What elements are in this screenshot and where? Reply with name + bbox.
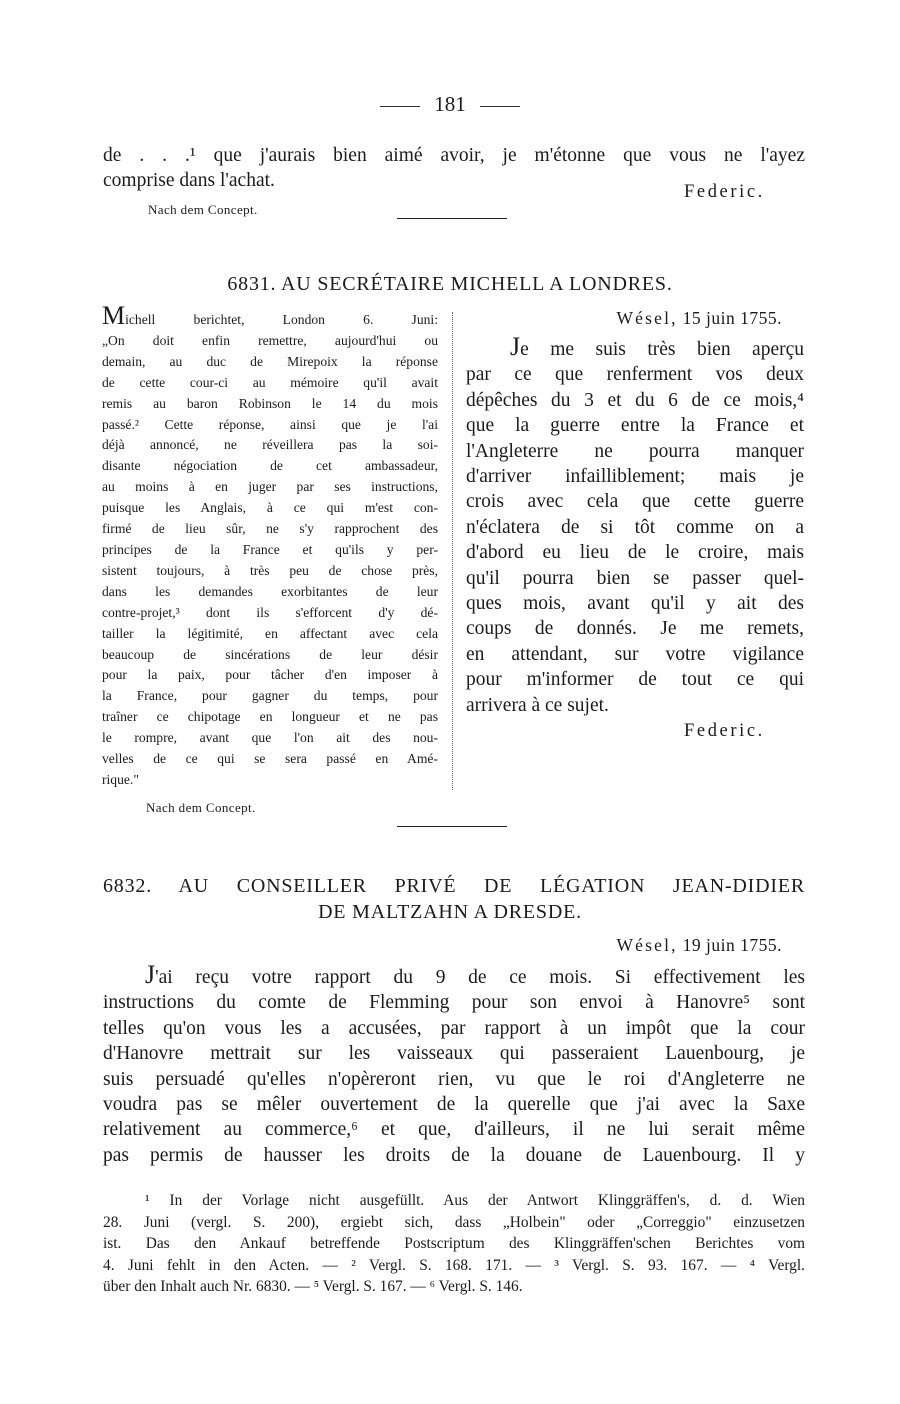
summary-line: le rompre, avant que l'on ait des nou- [102, 730, 438, 746]
section-divider-2 [397, 826, 507, 827]
page-number-dash-right [480, 106, 520, 107]
footnote-line: über den Inhalt auch Nr. 6830. — ⁵ Vergl. S. 167. — ⁶ Vergl. S. 146. [103, 1278, 523, 1296]
column-separator [452, 312, 453, 790]
summary-line: traîner ce chipotage en longueur et ne pas [102, 709, 438, 725]
letter-line: relativement au commerce,⁶ et que, d'ailleurs, il ne lui serait même [103, 1119, 805, 1141]
letter-line: dépêches du 3 et du 6 de ce mois,⁴ [466, 389, 804, 411]
summary-line: principes de la France et qu'ils y per- [102, 541, 438, 557]
summary-line: rique." [102, 771, 139, 787]
letter-line: telles qu'on vous les a accusées, par rapport à un impôt que la cour [103, 1017, 805, 1039]
footnote-line: ¹ In der Vorlage nicht ausgefüllt. Aus der Antwort Klinggräffen's, d. d. Wien [145, 1192, 805, 1209]
summary-line: velles de ce qui se sera passé en Amé- [102, 751, 438, 767]
summary-line: demain, au duc de Mirepoix la réponse [102, 353, 438, 369]
summary-line: tailler la légitimité, en affectant avec cela [102, 625, 438, 641]
summary-line: contre-projet,³ dont ils s'efforcent d'y dé- [102, 604, 438, 620]
summary-line: la France, pour gagner du temps, pour [102, 688, 438, 704]
dateline-place: Wésel, [616, 308, 678, 328]
page-number [0, 92, 900, 117]
section-divider-1 [397, 218, 507, 219]
footnote-line: 28. Juni (vergl. S. 200), ergiebt sich, dass „Holbein" oder „Correggio" einzusetzen [103, 1213, 805, 1231]
letter-line: d'Hanovre mettrait sur les vaisseaux qui passeraient Lauenbourg, je [103, 1043, 805, 1065]
summary-line: puisque les Anglais, à ce qui m'est con- [102, 500, 438, 516]
letter-6831-source-note: Nach dem Concept. [146, 800, 256, 815]
letter-line: en attendant, sur votre vigilance [466, 643, 804, 665]
letter-line: pas permis de hausser les droits de la douane de Lauenbourg. Il y [103, 1144, 805, 1166]
letter-line-text: 'ai reçu votre rapport du 9 de ce mois. Si effectivement les [155, 967, 805, 988]
letter-line: crois avec cela que cette guerre [466, 491, 804, 513]
page-number-dash-left [380, 106, 420, 107]
letter-6832-text [103, 962, 805, 1168]
summary-line: firmé de lieu sûr, ne s'y rapprochent des [102, 521, 438, 537]
dateline-date: 19 juin 1755. [682, 935, 782, 955]
letter-line: n'éclatera de si tôt comme on a [466, 516, 804, 538]
carryover-source-note: Nach dem Concept. [148, 202, 258, 217]
summary-line: beaucoup de sincérations de leur désir [102, 646, 438, 662]
summary-line: de cette cour-ci au mémoire qu'il avait [102, 374, 438, 390]
summary-line: „On doit enfin remettre, aujourd'hui ou [102, 332, 438, 348]
footnote-line: ist. Das den Ankauf betreffende Postscriptum des Klinggräffen'schen Berichtes vom [103, 1235, 805, 1253]
letter-line: arrivera à ce sujet. [466, 694, 609, 716]
summary-line: passé.² Cette réponse, ainsi que je l'ai [102, 416, 438, 432]
summary-line: déjà annoncé, ne réveillera pas la soi- [102, 437, 438, 453]
carryover-line-2: comprise dans l'achat. [103, 170, 275, 191]
summary-line: sistent toujours, à très peu de chose près, [102, 562, 438, 578]
page-number-text: 181 [434, 92, 466, 116]
letter-line-text: e me suis très bien aperçu [520, 339, 804, 360]
letter-initial: J [145, 960, 156, 989]
summary-line: pour la paix, pour tâcher d'en imposer à [102, 667, 438, 683]
letter-6832-dateline [466, 935, 782, 956]
letter-6832-heading-line-1: 6832. AU CONSEILLER PRIVÉ DE LÉGATION JEAN-DIDIER [103, 875, 805, 897]
letter-line: d'arriver infailliblement; mais je [466, 466, 804, 488]
letter-line: pour m'informer de tout ce qui [466, 669, 804, 691]
letter-6832-heading-line-2: DE MALTZAHN A DRESDE. [318, 901, 582, 923]
carryover-line-1: de . . .¹ que j'aurais bien aimé avoir, je m'étonne que vous ne l'ayez [103, 145, 805, 166]
letter-line: que la guerre entre la France et [466, 415, 804, 437]
letter-6831-summary [102, 301, 438, 791]
letter-line: instructions du comte de Flemming pour son envoi à Hanovre⁵ sont [103, 992, 805, 1014]
letter-line: coups de donnés. Je me remets, [466, 618, 804, 640]
dateline-date: 15 juin 1755. [682, 308, 782, 328]
letter-line: l'Angleterre ne pourra manquer [466, 440, 804, 462]
letter-line: d'abord eu lieu de le croire, mais [466, 542, 804, 564]
carryover-signature: Federic. [684, 182, 765, 202]
summary-initial: M [102, 301, 126, 330]
letter-6831-heading: 6831. AU SECRÉTAIRE MICHELL A LONDRES. [227, 273, 673, 295]
summary-line-text: ichell berichtet, London 6. Juni: [125, 312, 438, 327]
summary-line: dans les demandes exorbitantes de leur [102, 583, 438, 599]
letter-line: ques mois, avant qu'il y ait des [466, 593, 804, 615]
dateline-place: Wésel, [616, 935, 678, 955]
footnotes [103, 1190, 805, 1298]
letter-6831-dateline [466, 308, 782, 329]
letter-line: qu'il pourra bien se passer quel- [466, 567, 804, 589]
footnote-line: 4. Juni fehlt in den Acten. — ² Vergl. S. 168. 171. — ³ Vergl. S. 93. 167. — ⁴ Vergl. [103, 1256, 805, 1274]
summary-line: disante négociation de cet ambassadeur, [102, 458, 438, 474]
summary-line: remis au baron Robinson le 14 du mois [102, 395, 438, 411]
letter-line: voudra pas se mêler ouvertement de la querelle que j'ai avec la Saxe [103, 1094, 805, 1116]
summary-line: au moins à en juger par ses instructions, [102, 479, 438, 495]
summary-line [102, 301, 438, 331]
letter-line: suis persuadé qu'elles n'opèreront rien, vu que le roi d'Angleterre ne [103, 1068, 805, 1090]
letter-line [466, 334, 804, 362]
letter-line: par ce que renferment vos deux [466, 364, 804, 386]
letter-6831-text [466, 334, 804, 718]
letter-line [103, 962, 805, 990]
letter-6831-signature: Federic. [684, 721, 765, 741]
letter-initial: J [510, 332, 521, 361]
